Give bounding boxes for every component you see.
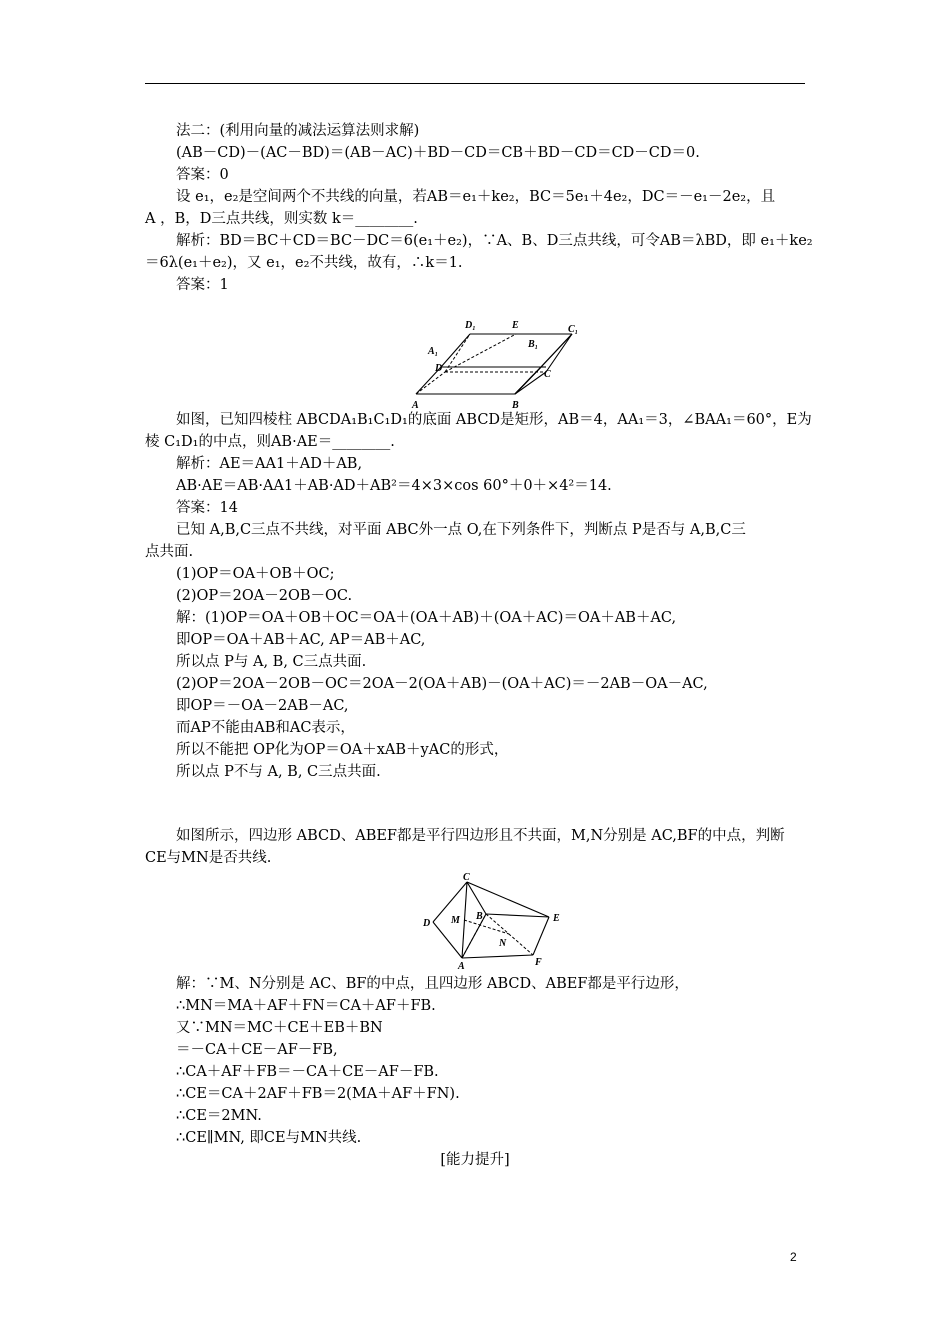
header-rule <box>145 83 805 84</box>
method-two-heading: 法二：(利用向量的减法运算法则求解) <box>176 123 420 139</box>
page-number: 2 <box>790 1250 797 1264</box>
figure-label: E <box>512 320 519 331</box>
figure-label: C <box>544 369 551 380</box>
problem-text: 已知 A,B,C三点不共线，对平面 ABC外一点 O,在下列条件下，判断点 P是否与 A,B,C三 <box>176 522 746 538</box>
solution-text: ＝－CA＋CE－AF－FB, <box>176 1042 338 1058</box>
solution-text: ∴CE＝2MN. <box>176 1108 262 1124</box>
answer-line: 答案：14 <box>176 500 238 516</box>
solution-text: 即OP＝－OA－2AB－AC, <box>176 698 349 714</box>
problem-text: 点共面. <box>145 544 194 560</box>
solution-text: 所以点 P与 A, B, C三点共面. <box>176 654 367 670</box>
solution-text: (2)OP＝2OA－2OB－OC＝2OA－2(OA＋AB)－(OA＋AC)＝－2AB－OA－AC, <box>176 676 708 692</box>
problem-text: 设 e₁，e₂是空间两个不共线的向量，若AB＝e₁＋ke₂，BC＝5e₁＋4e₂，DC＝－e₁－2e₂，且 <box>176 189 776 205</box>
answer-line: 答案：1 <box>176 277 229 293</box>
solution-text: 解：(1)OP＝OA＋OB＋OC＝OA＋(OA＋AB)＋(OA＋AC)＝OA＋AB＋AC, <box>176 610 677 626</box>
figure-label: M <box>451 915 460 926</box>
figure-label: B₁ <box>528 339 539 350</box>
solution-text: ∴CA＋AF＋FB＝－CA＋CE－AF－FB. <box>176 1064 439 1080</box>
figure-label: A <box>412 400 419 410</box>
figure-label: C₁ <box>568 324 579 335</box>
figure-label: E <box>553 913 560 924</box>
solution-text: 所以点 P不与 A, B, C三点共面. <box>176 764 381 780</box>
solution-text: 所以不能把 OP化为OP＝OA＋xAB＋yAC的形式， <box>176 742 509 758</box>
answer-line: 答案：0 <box>176 167 229 183</box>
problem-text: 如图所示，四边形 ABCD、ABEF都是平行四边形且不共面，M,N分别是 AC,BF的中点，判断 <box>176 828 785 844</box>
figure-label: N <box>499 938 507 949</box>
solution-text: ＝6λ(e₁＋e₂)，又 e₁，e₂不共线，故有，∴k＝1. <box>145 255 463 271</box>
solution-text: 解析：BD＝BC＋CD＝BC－DC＝6(e₁＋e₂)，∵A、B、D三点共线，可令AB＝λBD，即 e₁＋ke₂ <box>176 233 813 249</box>
parallelogram-figure <box>418 872 568 970</box>
solution-text: 解：∵M、N分别是 AC、BF的中点，且四边形 ABCD、ABEF都是平行边形， <box>176 976 689 992</box>
figure-label: C <box>463 872 470 883</box>
problem-text: CE与MN是否共线. <box>145 850 272 866</box>
method-two-equation: (AB－CD)－(AC－BD)＝(AB－AC)＋BD－CD＝CB＋BD－CD＝CD－CD＝0. <box>176 145 700 161</box>
figure-label: D <box>435 363 443 374</box>
figure-label: D₁ <box>465 320 476 331</box>
solution-text: AB·AE＝AB·AA1＋AB·AD＋AB²＝4×3×cos 60°＋0＋×4²＝14. <box>176 478 612 494</box>
figure-label: B <box>476 911 483 922</box>
figure-label: B <box>512 400 519 410</box>
problem-text: 如图，已知四棱柱 ABCDA₁B₁C₁D₁的底面 ABCD是矩形，AB＝4，AA₁＝3，∠BAA₁＝60°，E为 <box>176 412 812 428</box>
condition-line: (1)OP＝OA＋OB＋OC; <box>176 566 335 582</box>
prism-figure <box>410 315 595 410</box>
figure-label: D <box>423 918 431 929</box>
solution-text: ∴CE＝CA＋2AF＋FB＝2(MA＋AF＋FN). <box>176 1086 460 1102</box>
solution-text: 解析：AE＝AA1＋AD＋AB, <box>176 456 363 472</box>
solution-text: ∴CE∥MN, 即CE与MN共线. <box>176 1130 362 1146</box>
solution-text: 而AP不能由AB和AC表示， <box>176 720 355 736</box>
figure-label: F <box>535 957 542 968</box>
solution-text: 又∵MN＝MC＋CE＋EB＋BN <box>176 1020 383 1036</box>
figure-label: A <box>458 961 465 970</box>
solution-text: 即OP＝OA＋AB＋AC, AP＝AB＋AC, <box>176 632 426 648</box>
solution-text: ∴MN＝MA＋AF＋FN＝CA＋AF＋FB. <box>176 998 436 1014</box>
problem-text: 棱 C₁D₁的中点，则AB·AE＝________. <box>145 434 395 450</box>
figure-label: A₁ <box>428 346 439 357</box>
condition-line: (2)OP＝2OA－2OB－OC. <box>176 588 353 604</box>
problem-text: A ，B，D三点共线，则实数 k＝________. <box>145 211 418 227</box>
section-heading: [能力提升] <box>440 1152 510 1168</box>
